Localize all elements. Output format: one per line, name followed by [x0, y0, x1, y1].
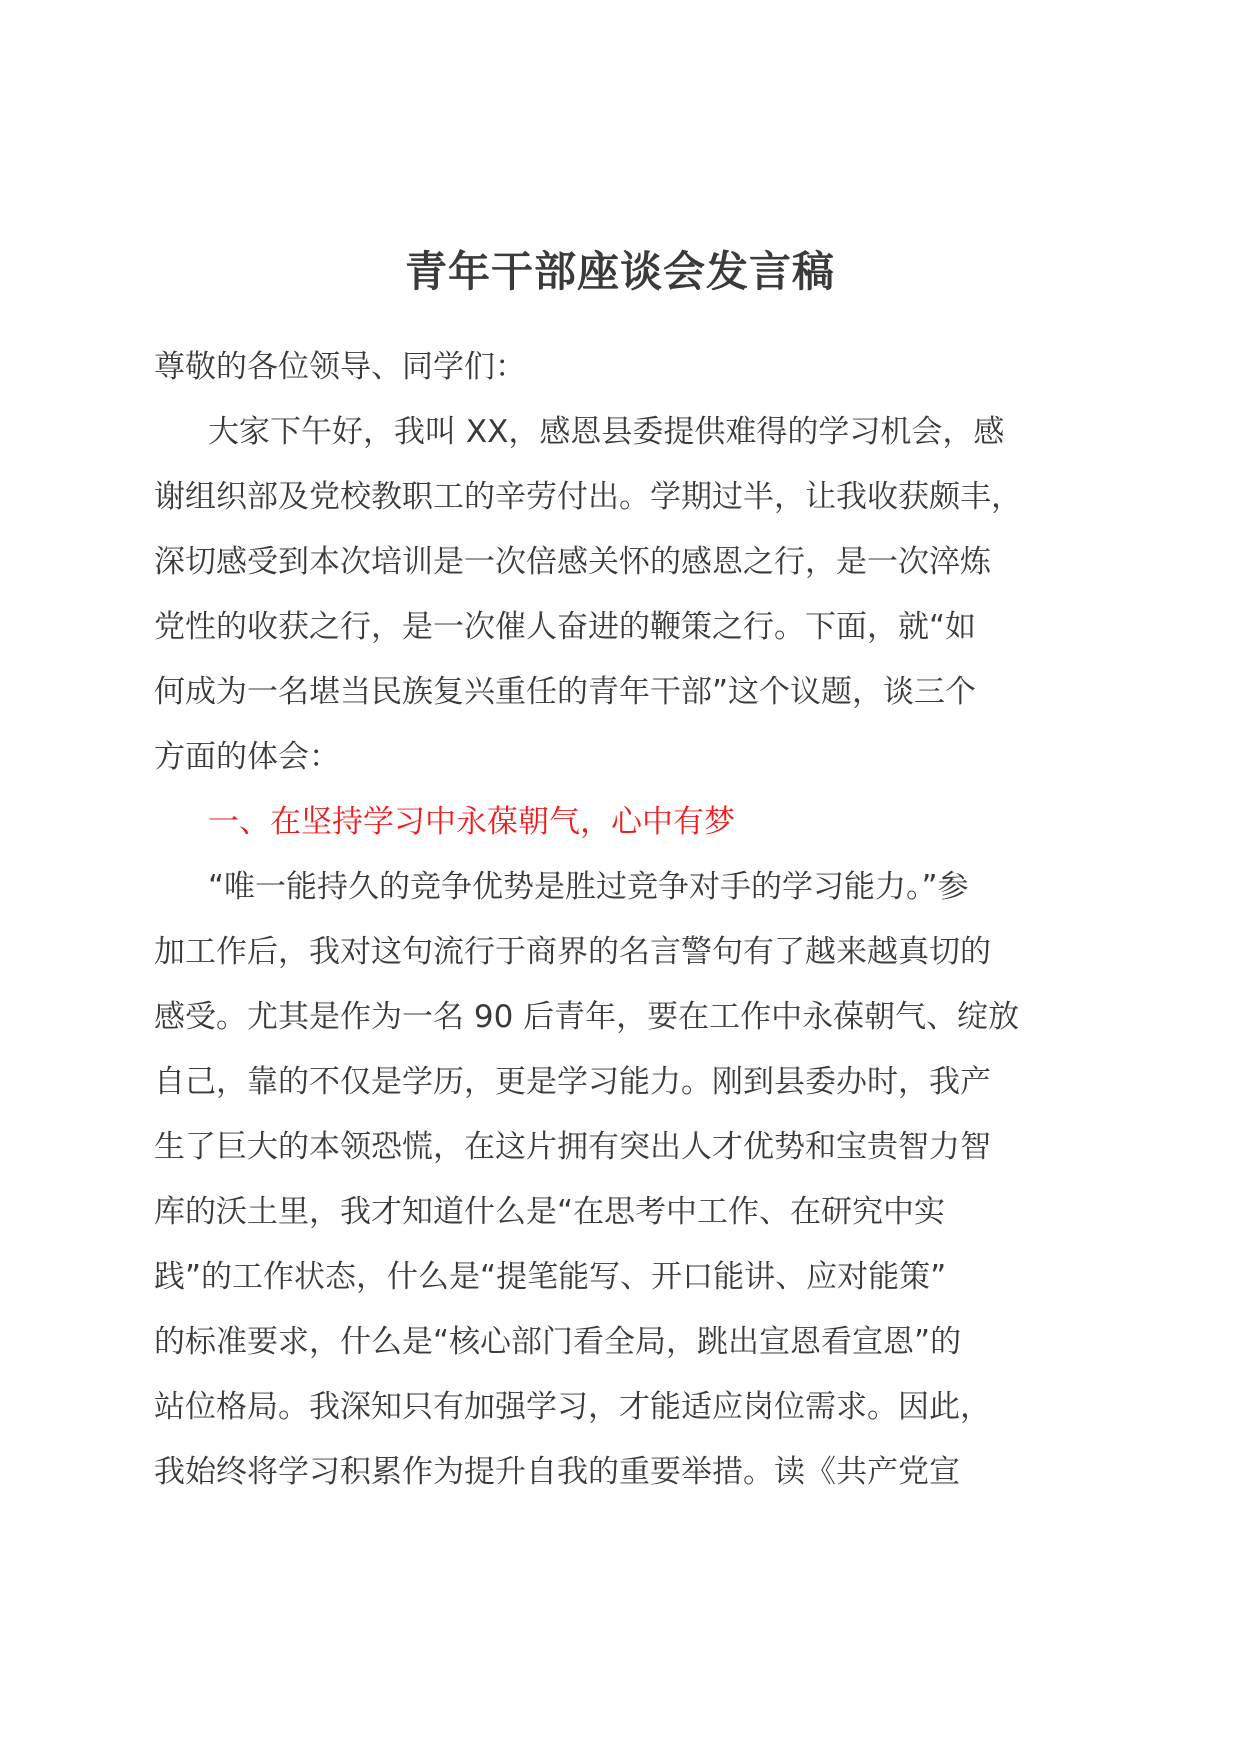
body-line: 大家下午好，我叫 XX，感恩县委提供难得的学习机会，感: [208, 414, 1005, 450]
body-line: 库的沃土里，我才知道什么是“在思考中工作、在研究中实: [154, 1194, 946, 1230]
document-title: 青年干部座谈会发言稿: [404, 247, 835, 296]
body-line: 方面的体会：: [154, 739, 340, 775]
section-heading: 一、在坚持学习中永葆朝气，心中有梦: [208, 804, 735, 840]
body-line: “唯一能持久的竞争优势是胜过竞争对手的学习能力。”参: [208, 869, 969, 905]
body-line: 站位格局。我深知只有加强学习，才能适应岗位需求。因此，: [154, 1389, 991, 1425]
body-line: 党性的收获之行，是一次催人奋进的鞭策之行。下面，就“如: [154, 609, 977, 645]
body-line: 加工作后，我对这句流行于商界的名言警句有了越来越真切的: [154, 934, 991, 970]
body-line: 深切感受到本次培训是一次倍感关怀的感恩之行，是一次淬炼: [154, 544, 991, 580]
body-line: 的标准要求，什么是“核心部门看全局，跳出宣恩看宣恩”的: [154, 1324, 962, 1360]
body-line: 尊敬的各位领导、同学们：: [154, 349, 526, 385]
body-line: 生了巨大的本领恐慌，在这片拥有突出人才优势和宝贵智力智: [154, 1129, 991, 1165]
body-line: 自己，靠的不仅是学历，更是学习能力。刚到县委办时，我产: [154, 1064, 991, 1100]
document-body: [154, 335, 1089, 1505]
body-line: 感受。尤其是作为一名 90 后青年，要在工作中永葆朝气、绽放: [154, 999, 1020, 1035]
body-line: 谢组织部及党校教职工的辛劳付出。学期过半，让我收获颇丰，: [154, 479, 1022, 515]
body-line: 践”的工作状态，什么是“提笔能写、开口能讲、应对能策”: [154, 1259, 947, 1295]
body-line: 何成为一名堪当民族复兴重任的青年干部”这个议题，谈三个: [154, 674, 977, 710]
body-line: 我始终将学习积累作为提升自我的重要举措。读《共产党宣: [154, 1454, 960, 1490]
